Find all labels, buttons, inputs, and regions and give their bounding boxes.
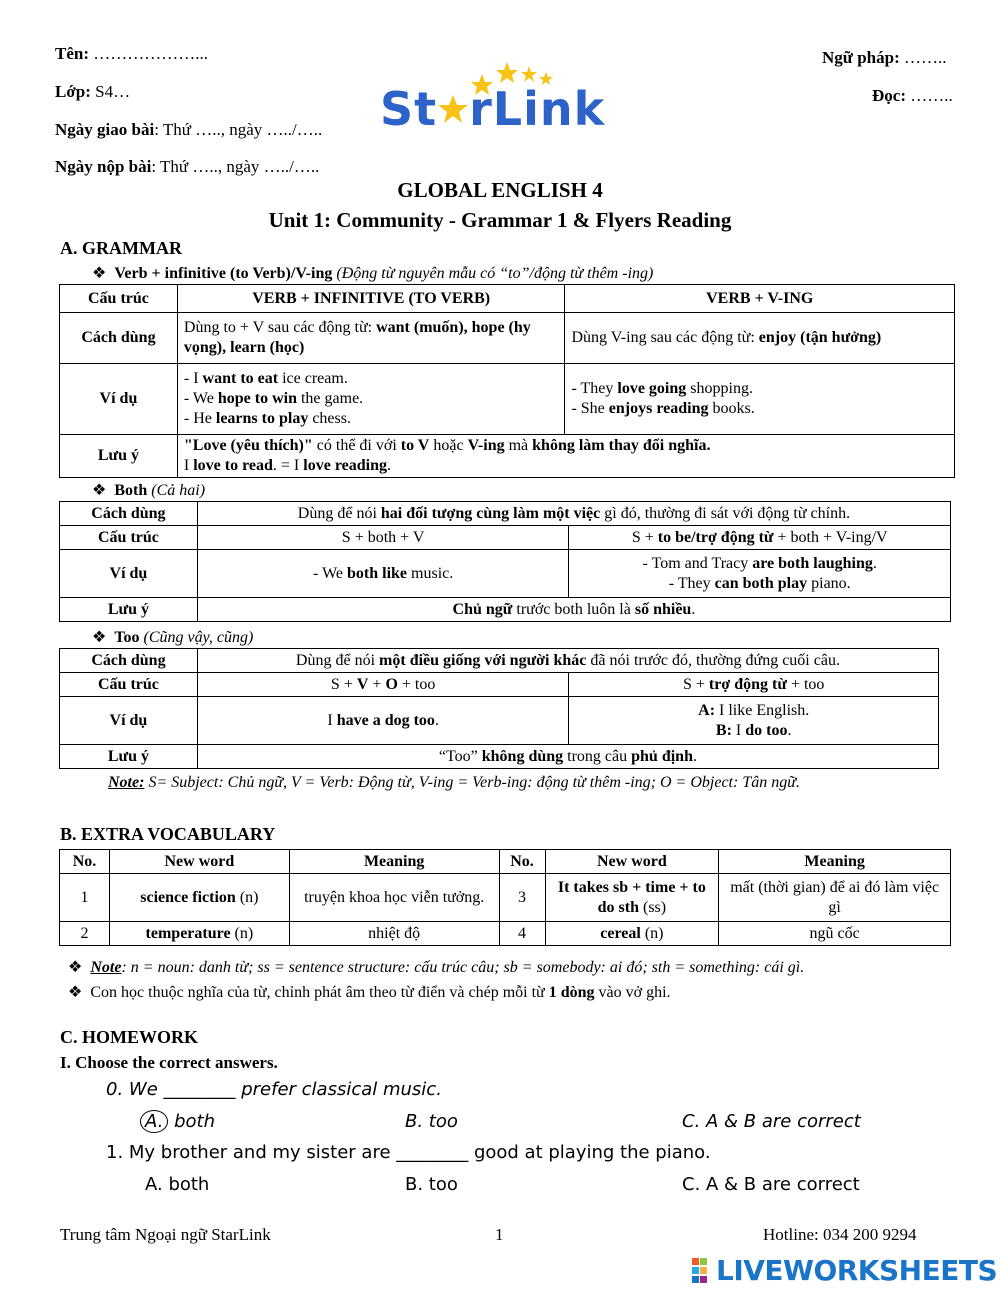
reading-score: Đọc: …….. xyxy=(872,86,953,105)
name-line: Tên: ………………... xyxy=(55,44,208,63)
liveworksheets-logo-icon xyxy=(692,1258,716,1284)
q0-option-b[interactable]: B. too xyxy=(405,1111,458,1132)
section-b-heading: B. EXTRA VOCABULARY xyxy=(60,824,276,844)
too-example-2: A: I like English. B: I do too. xyxy=(569,697,939,745)
too-usage: Dùng để nói một điều giống với người khác đã nói trước đó, thường đứng cuối câu. xyxy=(197,649,938,673)
name-field[interactable]: ………………... xyxy=(93,44,208,63)
q1-option-b[interactable]: B. too xyxy=(405,1174,458,1195)
note-love: "Love (yêu thích)" có thể đi với to V hoặc V-ing mà không làm thay đổi nghĩa. I love to read. = I love reading. xyxy=(177,435,954,478)
grammar-table-infinitive xyxy=(59,284,955,478)
both-example-1: - We both like music. xyxy=(197,550,569,598)
q0-selected-answer: A. xyxy=(140,1110,168,1133)
q1-option-a[interactable]: A. both xyxy=(145,1174,210,1195)
class-line: Lớp: S4… xyxy=(55,82,131,101)
t3-subtitle: ❖ Too (Cũng vậy, cũng) xyxy=(92,629,254,646)
table-row: 1 science fiction (n) truyện khoa học viễn tưởng. 3 It takes sb + time + to do sth (ss) mất (thời gian) để ai đó làm việc gì xyxy=(60,874,951,922)
part-1-instruction: I. Choose the correct answers. xyxy=(60,1053,278,1072)
star-letter-icon xyxy=(437,93,469,127)
question-1: 1. My brother and my sister are ________ good at playing the piano. xyxy=(106,1142,711,1163)
vocab-tip: ❖ Con học thuộc nghĩa của từ, chỉnh phát âm theo từ điển và chép mỗi từ 1 dòng vào vở ghi. xyxy=(68,984,671,1001)
t2-subtitle: ❖ Both (Cả hai) xyxy=(92,482,206,499)
example-infinitive: - I want to eat ice cream. - We hope to win the game. - He learns to play chess. xyxy=(177,364,565,435)
diamond-bullet-icon: ❖ xyxy=(92,629,107,646)
both-example-2: - Tom and Tracy are both laughing. - They can both play piano. xyxy=(569,550,951,598)
q0-option-c[interactable]: C. A & B are correct xyxy=(682,1111,861,1132)
both-struct-2: S + to be/trợ động từ + both + V-ing/V xyxy=(569,526,951,550)
grammar-table-both: Cách dùng Dùng để nói hai đối tượng cùng làm một việc gì đó, thường đi sát với động từ chính. Cấu trúc S + both + V S + to be/trợ động từ + both + V-ing/V Ví dụ - We both like music. - Tom and Tracy are both laughing. - They can both play piano. Lưu ý Chủ ngữ trước both luôn là số nhiều. xyxy=(59,501,951,622)
t1-subtitle: ❖ Verb + infinitive (to Verb)/V-ing (Động từ nguyên mẫu có “to”/động từ thêm -ing) xyxy=(92,265,654,282)
section-c-heading: C. HOMEWORK xyxy=(60,1027,198,1047)
usage-infinitive: Dùng to + V sau các động từ: want (muốn), hope (hy vọng), learn (học) xyxy=(177,313,565,364)
example-ving: - They love going shopping. - She enjoys reading books. xyxy=(565,364,955,435)
starlink-logo xyxy=(380,60,630,140)
page-number: 1 xyxy=(495,1225,504,1244)
both-note: Chủ ngữ trước both luôn là số nhiều. xyxy=(197,598,950,622)
question-0: 0. We ________ prefer classical music. xyxy=(106,1079,442,1100)
assign-date-line: Ngày giao bài: Thứ ….., ngày …../….. xyxy=(55,120,323,139)
submit-date-line: Ngày nộp bài: Thứ ….., ngày …../….. xyxy=(55,157,320,176)
diamond-bullet-icon: ❖ xyxy=(68,984,83,1001)
q0-option-a[interactable]: A. both xyxy=(140,1110,215,1133)
footer-hotline: Hotline: 034 200 9294 xyxy=(763,1225,917,1244)
class-field[interactable]: S4… xyxy=(95,82,131,101)
logo-wordmark: St rLink xyxy=(380,82,606,136)
too-struct-2: S + trợ động từ + too xyxy=(569,673,939,697)
row-label-usage: Cách dùng xyxy=(60,313,178,364)
row-label-example: Ví dụ xyxy=(60,364,178,435)
diamond-bullet-icon: ❖ xyxy=(92,482,107,499)
footer-center-name: Trung tâm Ngoại ngữ StarLink xyxy=(60,1225,271,1244)
both-usage: Dùng để nói hai đối tượng cùng làm một việc gì đó, thường đi sát với động từ chính. xyxy=(197,502,950,526)
abbreviation-note: Note: S= Subject: Chủ ngữ, V = Verb: Động từ, V-ing = Verb-ing: động từ thêm -ing; O = Object: Tân ngữ. xyxy=(108,774,800,791)
q1-option-c[interactable]: C. A & B are correct xyxy=(682,1174,860,1195)
diamond-bullet-icon: ❖ xyxy=(68,959,83,976)
too-note: “Too” không dùng trong câu phủ định. xyxy=(197,745,938,769)
grammar-score: Ngữ pháp: …….. xyxy=(822,48,947,67)
row-label-note: Lưu ý xyxy=(60,435,178,478)
too-struct-1: S + V + O + too xyxy=(197,673,569,697)
liveworksheets-brand: LIVEWORKSHEETS xyxy=(692,1254,997,1287)
th-verb-infinitive: VERB + INFINITIVE (TO VERB) xyxy=(177,285,565,313)
usage-ving: Dùng V-ing sau các động từ: enjoy (tận hưởng) xyxy=(565,313,955,364)
grammar-table-too: Cách dùng Dùng để nói một điều giống với người khác đã nói trước đó, thường đứng cuối câu. Cấu trúc S + V + O + too S + trợ động từ + too Ví dụ I have a dog too. A: I like English. B: I do too. Lưu ý “Too” không dùng trong câu phủ định. xyxy=(59,648,939,769)
section-a-heading: A. GRAMMAR xyxy=(60,238,182,258)
both-struct-1: S + both + V xyxy=(197,526,569,550)
too-example-1: I have a dog too. xyxy=(197,697,569,745)
vocab-note: ❖ Note: n = noun: danh từ; ss = sentence structure: cấu trúc câu; sb = somebody: ai đó; sth = something: cái gì. xyxy=(68,959,805,976)
th-verb-ing: VERB + V-ING xyxy=(565,285,955,313)
vocabulary-table: No. New word Meaning No. New word Meaning 1 science fiction (n) truyện khoa học viễn tưởng. 3 It takes sb + time + to do sth (ss) mất (thời gian) để ai đó làm việc gì 2 temperature (n) nhiệt độ 4 cereal (n) ngũ cốc xyxy=(59,849,951,946)
table-row: 2 temperature (n) nhiệt độ 4 cereal (n) ngũ cốc xyxy=(60,922,951,946)
title-line-2: Unit 1: Community - Grammar 1 & Flyers Reading xyxy=(268,208,732,232)
th-structure: Cấu trúc xyxy=(60,285,178,313)
diamond-bullet-icon: ❖ xyxy=(92,265,107,282)
title-line-1: GLOBAL ENGLISH 4 xyxy=(397,178,603,202)
